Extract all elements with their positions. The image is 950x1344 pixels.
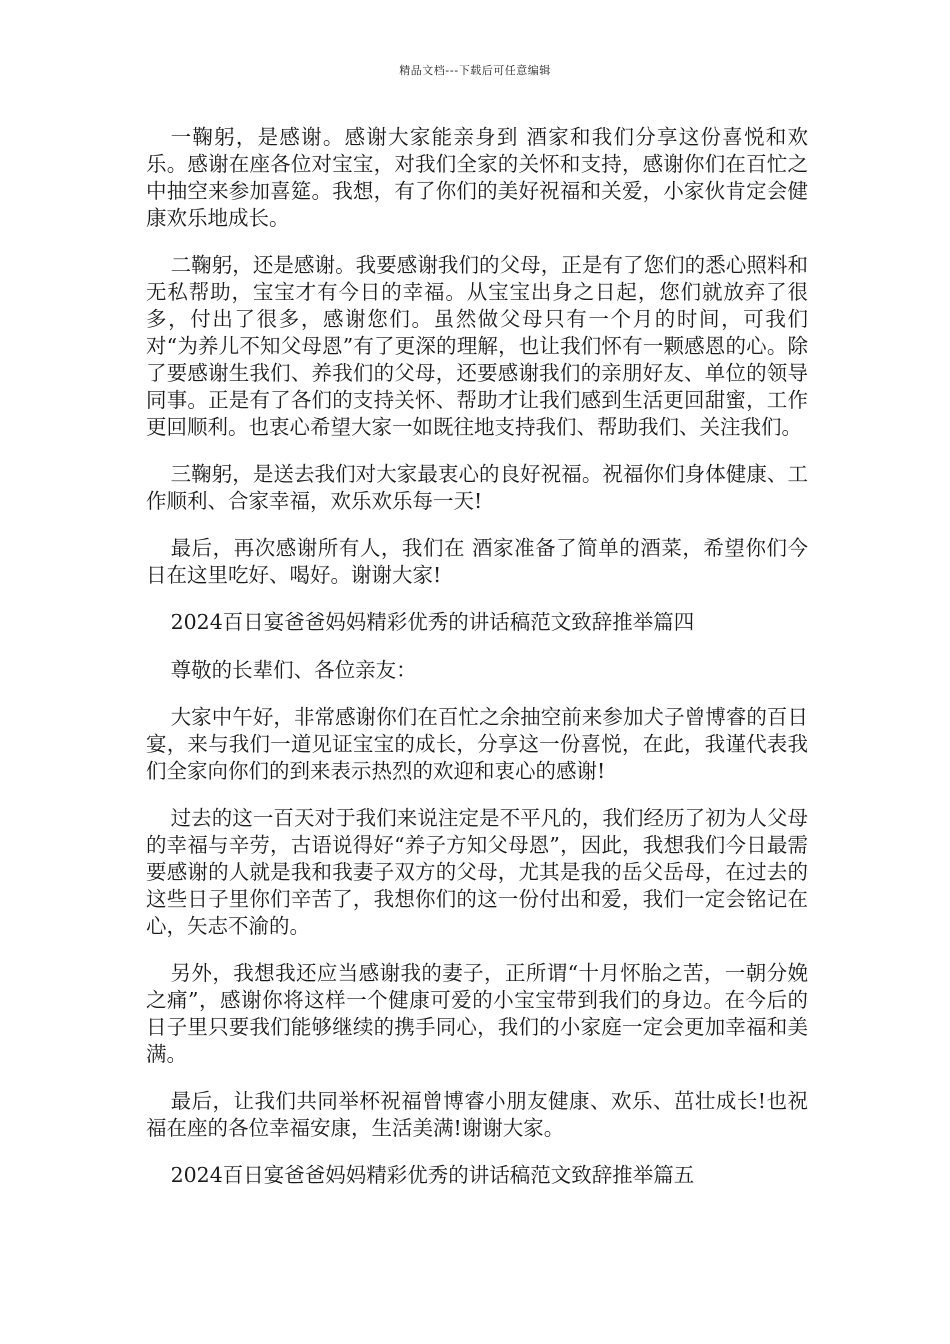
page-header: 精品文档---下载后可任意编辑 [399,64,551,77]
paragraph-bow-two: 二鞠躬，还是感谢。我要感谢我们的父母，正是有了您们的悉心照料和无私帮助，宝宝才有今日的幸福。从宝宝出身之日起，您们就放弃了很多，付出了很多，感谢您们。虽然做父母只有一个月的时间，可我们对“为养儿不知父母恩”有了更深的理解，也让我们怀有一颗感恩的心。除了要感谢生我们、养我们的父母，还要感谢我们的亲朋好友、单位的领导同事。正是有了各们的支持关怀、帮助才让我们感到生活更回甜蜜，工作更回顺利。也衷心希望大家一如既往地支持我们、帮助我们、关注我们。 [146,253,808,439]
section-heading-four: 2024百日宴爸爸妈妈精彩优秀的讲话稿范文致辞推举篇四 [170,610,695,634]
paragraph-greeting: 大家中午好，非常感谢你们在百忙之余抽空前来参加犬子曾博睿的百日宴，来与我们一道见证宝宝的成长，分享这一份喜悦，在此，我谨代表我们全家向你们的到来表示热烈的欢迎和衷心的感谢! [146,705,808,783]
paragraph-bow-three: 三鞠躬，是送去我们对大家最衷心的良好祝福。祝福你们身体健康、工作顺利、合家幸福，欢乐欢乐每一天! [146,462,808,513]
section-heading-five: 2024百日宴爸爸妈妈精彩优秀的讲话稿范文致辞推举篇五 [170,1163,695,1187]
paragraph-parents-thanks: 过去的这一百天对于我们来说注定是不平凡的，我们经历了初为人父母的幸福与辛劳，古语说得好“养子方知父母恩”，因此，我想我们今日最需要感谢的人就是我和我妻子双方的父母，尤其是我的岳父岳母，在过去的这些日子里你们辛苦了，我想你们的这一份付出和爱，我们一定会铭记在心，矢志不渝的。 [146,806,808,938]
paragraph-closing-thanks: 最后，再次感谢所有人，我们在 酒家准备了简单的酒菜，希望你们今日在这里吃好、喝好。谢谢大家! [146,536,808,587]
document-body [146,124,808,1210]
paragraph-wife-thanks: 另外，我想我还应当感谢我的妻子，正所谓“十月怀胎之苦，一朝分娩之痛”，感谢你将这样一个健康可爱的小宝宝带到我们的身边。在今后的日子里只要我们能够继续的携手同心，我们的小家庭一定会更加幸福和美满。 [146,961,808,1066]
paragraph-toast: 最后，让我们共同举杯祝福曾博睿小朋友健康、欢乐、茁壮成长!也祝福在座的各位幸福安康，生活美满!谢谢大家。 [146,1089,808,1140]
paragraph-salutation: 尊敬的长辈们、各位亲友： [170,658,417,682]
paragraph-bow-one: 一鞠躬，是感谢。感谢大家能亲身到 酒家和我们分享这份喜悦和欢乐。感谢在座各位对宝宝，对我们全家的关怀和支持，感谢你们在百忙之中抽空来参加喜筵。我想，有了你们的美好祝福和关爱，小家伙肯定会健康欢乐地成长。 [146,125,808,230]
